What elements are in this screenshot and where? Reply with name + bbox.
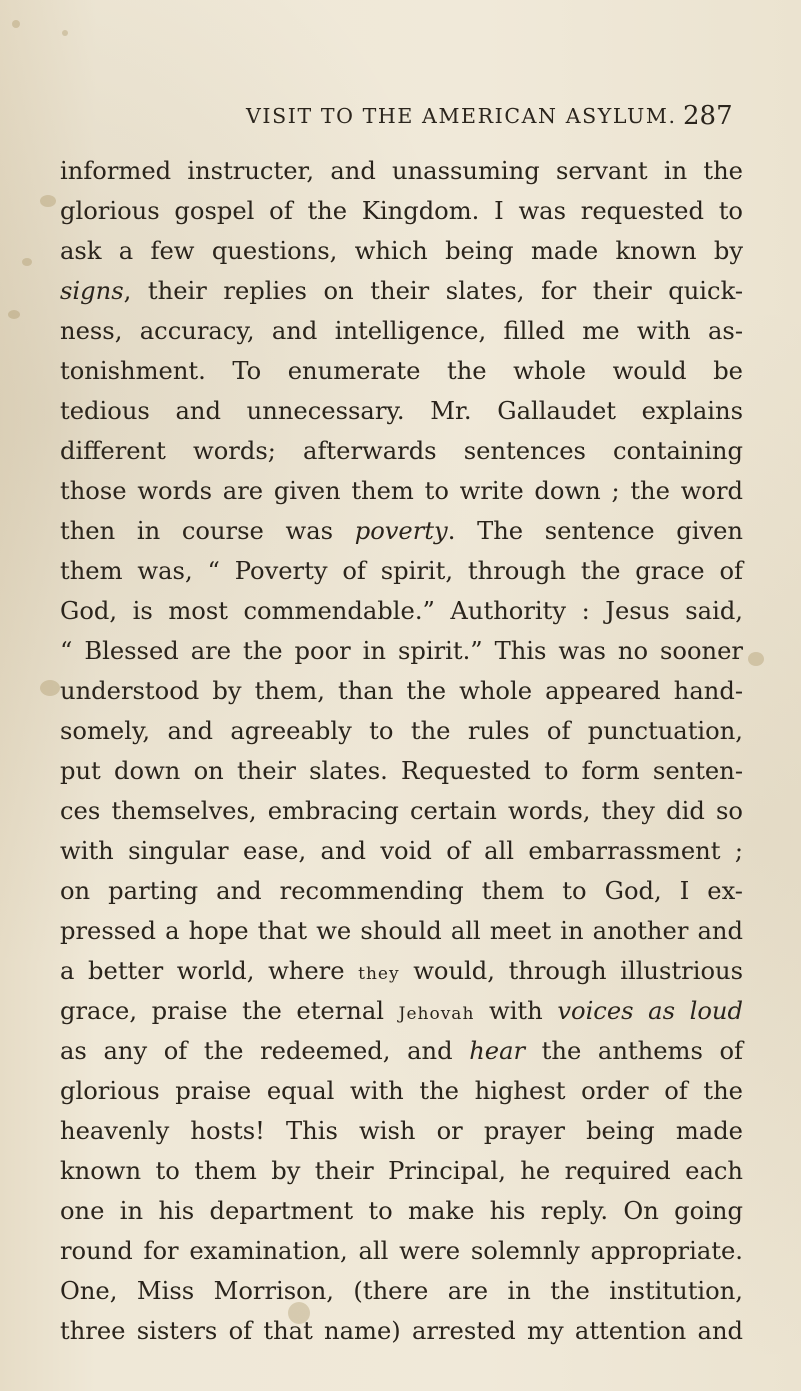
running-head-title: VISIT TO THE AMERICAN ASYLUM. bbox=[246, 104, 677, 128]
text-line: glorious praise equal with the highest order of the bbox=[60, 1077, 743, 1105]
italic-word: signs bbox=[60, 277, 124, 305]
text-line: those words are given them to write down ; the word bbox=[60, 477, 743, 505]
text-line: three sisters of that name) arrested my attention and bbox=[60, 1317, 743, 1345]
text-line: on parting and recommending them to God, I ex- bbox=[60, 877, 743, 905]
text-line: then in course was poverty. The sentence given bbox=[60, 517, 743, 545]
text-line: One, Miss Morrison, (there are in the institution, bbox=[60, 1277, 743, 1305]
text-line: a better world, where they would, through illustrious bbox=[60, 957, 743, 985]
italic-word: voices as loud bbox=[557, 997, 743, 1025]
text-line: put down on their slates. Requested to form senten- bbox=[60, 757, 743, 785]
text-line: ness, accuracy, and intelligence, filled me with as- bbox=[60, 317, 743, 345]
text-line: “ Blessed are the poor in spirit.” This was no sooner bbox=[60, 637, 743, 665]
italic-word: poverty bbox=[354, 517, 448, 545]
text-line: tedious and unnecessary. Mr. Gallaudet explains bbox=[60, 397, 743, 425]
text-line: different words; afterwards sentences containing bbox=[60, 437, 743, 465]
text-line: tonishment. To enumerate the whole would be bbox=[60, 357, 743, 385]
italic-word: hear bbox=[469, 1037, 526, 1065]
text-line: grace, praise the eternal Jehovah with voices as loud bbox=[60, 997, 743, 1025]
text-line: glorious gospel of the Kingdom. I was requested to bbox=[60, 197, 743, 225]
text-line: as any of the redeemed, and hear the anthems of bbox=[60, 1037, 743, 1065]
small-caps-word: Jehovah bbox=[398, 1004, 475, 1024]
text-line: them was, “ Poverty of spirit, through the grace of bbox=[60, 557, 743, 585]
text-line: ask a few questions, which being made known by bbox=[60, 237, 743, 265]
text-line: heavenly hosts! This wish or prayer being made bbox=[60, 1117, 743, 1145]
text-line: God, is most commendable.” Authority : Jesus said, bbox=[60, 597, 743, 625]
text-line: somely, and agreeably to the rules of punctuation, bbox=[60, 717, 743, 745]
text-line: ces themselves, embracing certain words, they did so bbox=[60, 797, 743, 825]
text-line: informed instructer, and unassuming servant in the bbox=[60, 157, 743, 185]
small-caps-word: they bbox=[358, 964, 400, 984]
text-line: known to them by their Principal, he required each bbox=[60, 1157, 743, 1185]
page-number: 287 bbox=[683, 101, 733, 131]
text-line: one in his department to make his reply. On going bbox=[60, 1197, 743, 1225]
text-line: pressed a hope that we should all meet in another and bbox=[60, 917, 743, 945]
text-line: with singular ease, and void of all embarrassment ; bbox=[60, 837, 743, 865]
text-line: signs, their replies on their slates, for their quick- bbox=[60, 277, 743, 305]
text-line: understood by them, than the whole appeared hand- bbox=[60, 677, 743, 705]
text-line: round for examination, all were solemnly appropriate. bbox=[60, 1237, 743, 1265]
